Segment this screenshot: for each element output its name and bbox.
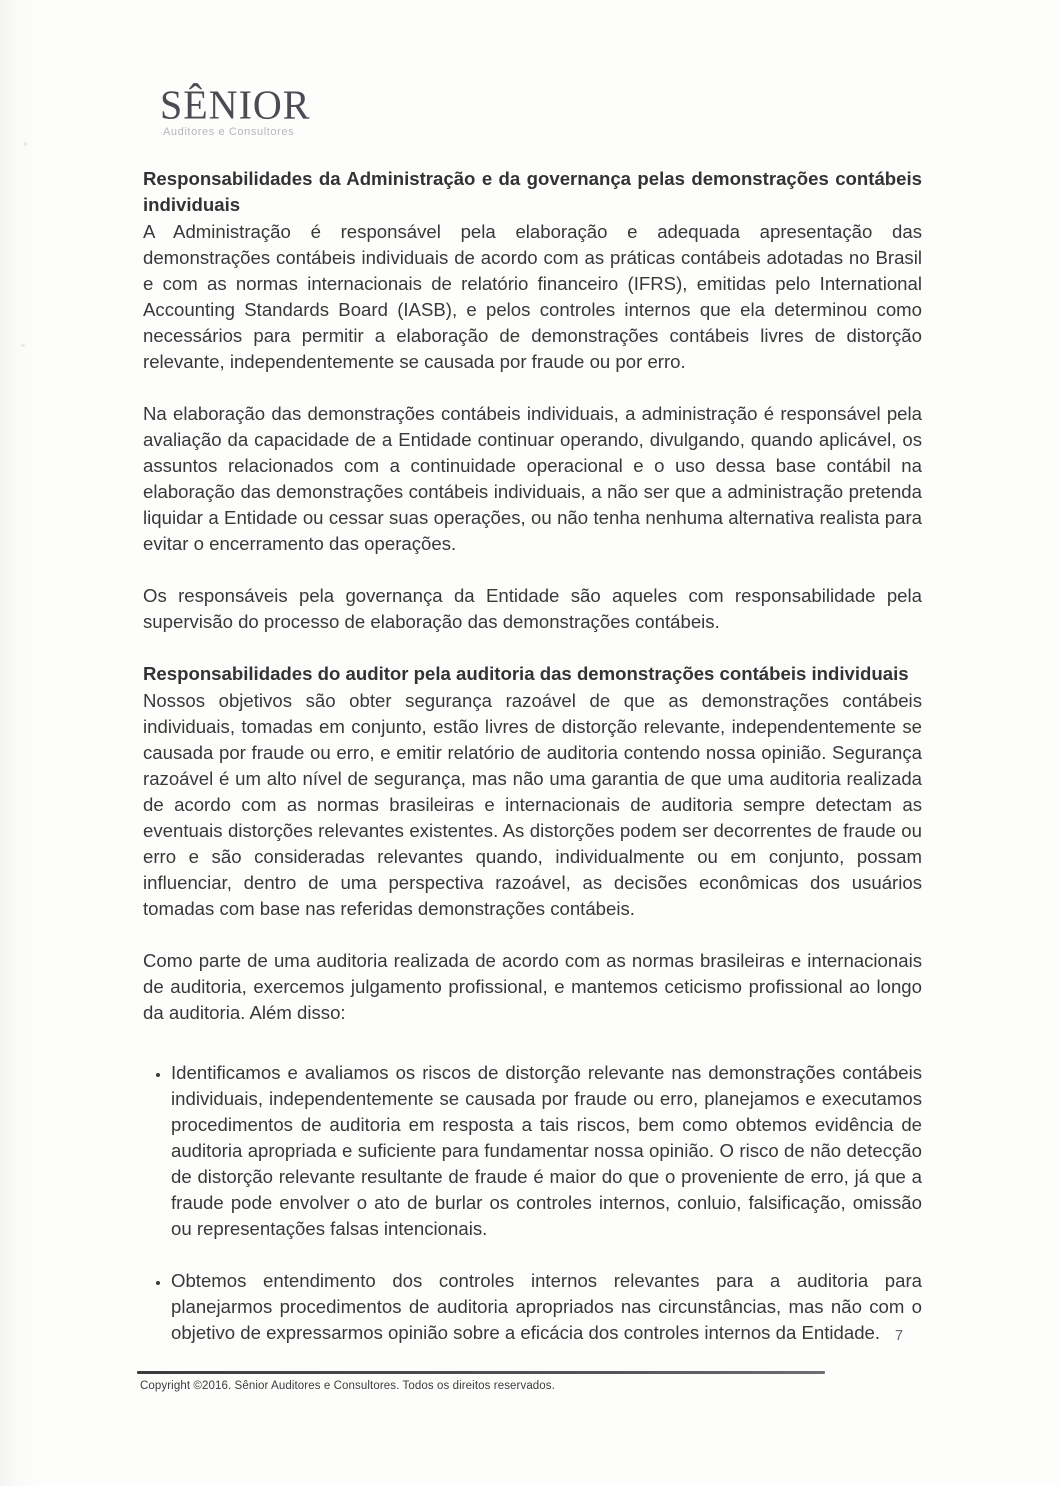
logo-tagline: Auditores e Consultores: [163, 126, 295, 138]
scan-artifact: [24, 142, 27, 146]
heading-management-responsibilities: Responsabilidades da Administração e da governança pelas demonstrações contábeis individuais: [143, 168, 922, 215]
paragraph-governance: Os responsáveis pela governança da Entidade são aqueles com responsabilidade pela supervisão do processo de elaboração das demonstrações contábeis.: [143, 585, 922, 632]
document-body: [143, 166, 922, 1346]
list-item-risk-identification: • Identificamos e avaliamos os riscos de distorção relevante nas demonstrações contábeis individuais, independentemente se causada por fraude ou erro, planejamos e executamos procedimentos de auditoria em resposta a tais riscos, bem como obtemos evidência de auditoria apropriada e suficiente para fundamentar nossa opinião. O risco de não detecção de distorção relevante resultante de fraude é maior do que o proveniente de erro, já que a fraude pode envolver o ato de burlar os controles internos, conluio, falsificação, omissão ou representações falsas intencionais.: [171, 1060, 922, 1242]
company-logo: [160, 80, 311, 138]
auditor-procedures-list: [143, 1060, 922, 1346]
paragraph-management-1: A Administração é responsável pela elaboração e adequada apresentação das demonstrações contábeis individuais de acordo com as práticas contábeis adotadas no Brasil e com as normas internacionais de relatório financeiro (IFRS), emitidas pelo International Accounting Standards Board (IASB), e pelos controles internos que ela determinou como necessários para permitir a elaboração de demonstrações contábeis livres de distorção relevante, independentemente se causada por fraude ou por erro.: [143, 221, 922, 372]
paragraph-auditor-judgment: Como parte de uma auditoria realizada de acordo com as normas brasileiras e internacionais de auditoria, exercemos julgamento profissional, e mantemos ceticismo profissional ao longo da auditoria. Além disso:: [143, 950, 922, 1023]
scan-artifact: [21, 344, 25, 347]
paragraph-management-2: Na elaboração das demonstrações contábeis individuais, a administração é responsável pela avaliação da capacidade de a Entidade continuar operando, divulgando, quando aplicável, os assuntos relacionados com a continuidade operacional e o uso dessa base contábil na elaboração das demonstrações contábeis individuais, a não ser que a administração pretenda liquidar a Entidade ou cessar suas operações, ou não tenha nenhuma alternativa realista para evitar o encerramento das operações.: [143, 403, 922, 554]
logo-wordmark: SÊNIOR: [160, 80, 311, 128]
page-number: 7: [894, 1328, 904, 1344]
copyright-notice: Copyright ©2016. Sênior Auditores e Consultores. Todos os direitos reservados.: [140, 1380, 555, 1392]
paragraph-auditor-objectives: Nossos objetivos são obter segurança razoável de que as demonstrações contábeis individuais, tomadas em conjunto, estão livres de distorção relevante, independentemente se causada por fraude ou erro, e emitir relatório de auditoria contendo nossa opinião. Segurança razoável é um alto nível de segurança, mas não uma garantia de que uma auditoria realizada de acordo com as normas brasileiras e internacionais de auditoria sempre detectam as eventuais distorções relevantes existentes. As distorções podem ser decorrentes de fraude ou erro e são consideradas relevantes quando, individualmente ou em conjunto, possam influenciar, dentro de uma perspectiva razoável, as decisões econômicas dos usuários tomadas com base nas referidas demonstrações contábeis.: [143, 690, 922, 919]
list-item-internal-controls: • Obtemos entendimento dos controles internos relevantes para a auditoria para planejarmos procedimentos de auditoria apropriados nas circunstâncias, mas não com o objetivo de expressarmos opinião sobre a eficácia dos controles internos da Entidade.: [171, 1268, 922, 1346]
footer-divider: [137, 1371, 825, 1374]
heading-auditor-responsibilities: Responsabilidades do auditor pela auditoria das demonstrações contábeis individuais: [143, 663, 909, 684]
